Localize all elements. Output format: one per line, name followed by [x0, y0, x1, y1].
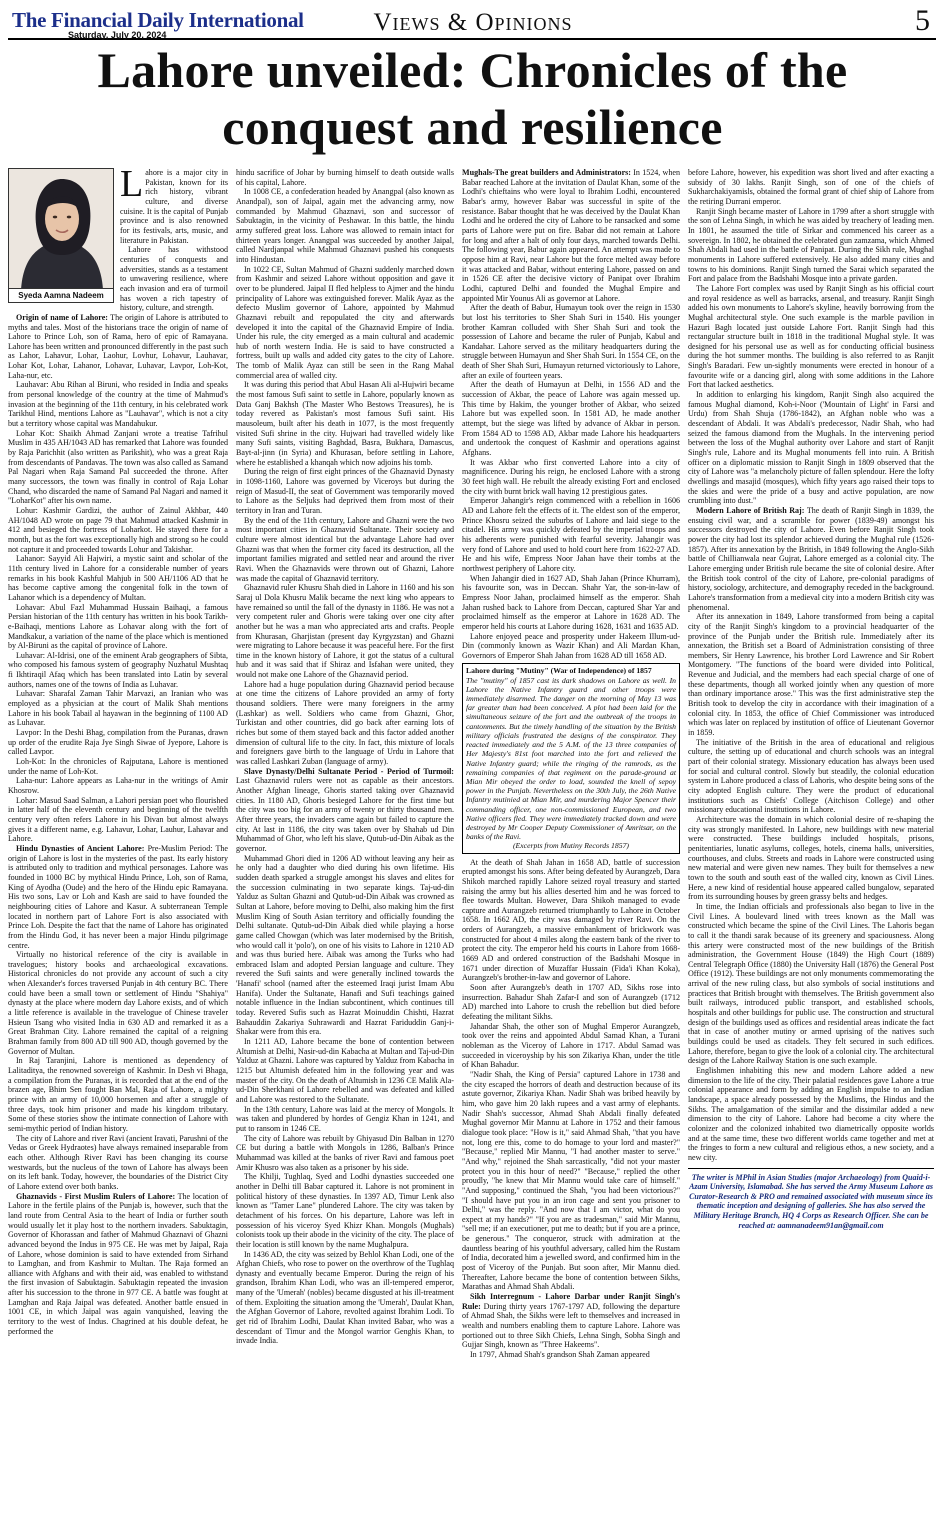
subhead: Slave Dynasty/Delhi Sultanate Period - Period of Turmoil: — [244, 766, 454, 776]
subhead: Mughals-The great builders and Administrators: — [462, 168, 631, 177]
paragraph: The initiative of the British in the area of educational and religious culture, the setting up of educational and church schools was an integral part of their colonial strategy. Missionary education has always been used for social and cultural control. Slowly but steadily, the colonial education system in Lahore produced a class of Lahoris, who despite being sons of the city adopted English culture. They were the product of educational institutions such as Chiefs' College (Aitchison College) and other missionary educational institutions in Lahore. — [688, 737, 934, 815]
paragraph: It was Akbar who first converted Lahore into a city of magnificence. During his reign, he enclosed Lahore with a strong 30 feet high wall. He rebuilt the already existing Fort and enclosed the city with burnt brick wall having 12 prestigious gates. — [462, 457, 680, 496]
paragraph: Lohur: Kashmir Gardizi, the author of Zainul Akhbar, 440 AH/1048 AD wrote on page 79 that Mahmud attacked Kashmir in 412 and besieged the fortress of Loharkot. He stayed there for a month, but as the fort was exceptionally high and strong so he could not capture it and proceeded towards Lohur and Takishar. — [8, 505, 228, 554]
mutiny-box-heading: Lahore during "Mutiny" (War of Independence) of 1857 — [466, 666, 652, 676]
publication-date: Saturday, July 20, 2024 — [68, 30, 167, 40]
paragraph: Lauhavar: Abu Rihan al Biruni, who resided in India and speaks from personal knowledge of the country at the time of Mahmud's invasion at the beginning of the 11th century, in his celebrated work Tarikhul Hind, mentions Lahore as "Lauhavar", which is not a city but a territory whose capital was Mandahukur. — [8, 380, 228, 429]
subhead: Sikh Interregnum - Lahore Darbar under Ranjit Singh's Rule: — [462, 1292, 680, 1311]
paragraph: Lahore enjoyed peace and prosperity under Hakeem Illum-ud-Din (commonly known as Wazir Khan) and Ali Mardan Khan, Governors of Emperor Shah Jahan from 1628 AD till 1658 AD. — [462, 631, 680, 660]
subhead: Ghaznavids - First Muslim Rulers of Lahore: — [16, 1191, 176, 1201]
paragraph: When Jahangir died in 1627 AD, Shah Jahan (Prince Khurram), his favourite son, was in Deccan. Shahr Yar, the son-in-law of Empress Noor Jahan, proclaimed himself as the emperor. Shah Jahan rushed back to Lahore from Deccan, captured Shar Yar and proclaimed himself as the emperor at Lahore in 1628 AD. The emperor held his courts at Lahore during 1628, 1631 and 1635 AD. — [462, 573, 680, 631]
paragraph: Ghaznavid ruler Khusru Shah died in Lahore in 1160 and his son Saraj ul Dola Khusru Malik became the next king who appears to have remained so until the fall of the dynasty in 1186. He was not a very competent ruler and Ghoris were taking over one city after another but he was a man who appreciated arts and crafts. People from Khurasan, Gharjistan (present day Kyrgyzstan) and Ghazni were migrating to Lahore because it was peaceful here. For the first time in the known history of Lahore, it got the status of a cultural hub and it was said that if Shiraz and Isfahan were united, they would not make one Lahore of the Ghaznavid period. — [236, 583, 454, 680]
paragraph: In 1008 CE, a confederation headed by Anangpal (also known as Anandpal), son of Jaipal, again met the advancing army, now commanded by Mahmud Ghaznavi, son and successor of Sabuktagin, in the vicinity of Peshawar. In this battle, the hindu army suffered great loss. Lahore was allowed to remain intact for thirteen years longer. Anangpal was succeeded by another Jaipal, called Nardjanpal while Mahmud Ghaznavi pushed his conquests into Hindustan. — [236, 187, 454, 264]
paragraph: Hindu Dynasties of Ancient Lahore: Pre-Muslim Period: The origin of Lahore is lost in the mysteries of the past. Its early history is attributed only to tradition and mythical personages. Lahore was founded in 1000 BC by mythical Hindu Prince, Loh, son of Rama, King of Ayodha (Oude) and the hero of the Hindu epic Ramayana. His two sons, Lav or Loh and Kash are said to have founded the neighbouring cities of Lahore and Kasur. A subterranean Temple located in northern part of Lahore Fort is also associated with Prince Loh. Despite the fact that the name of Lahore has originated from the Hindu God, it has never been a major Hindu pilgrimage centre. — [8, 843, 228, 950]
paragraph: Ghaznavids - First Muslim Rulers of Lahore: The location of Lahore in the fertile plains of the Punjab is, however, such that the land route from Central Asia to the heart of India or further south would usually let it play host to the northern invaders. Sabuktagin, Governor of Khorassan and father of Mahmud Ghaznavi of Ghazni advanced beyond the Indus in 975 CE. He was met by Jaipal, Raja of Lahore, whose dominion is said to have extended from Sirhand to Lamghan, and from Kashmir to Multan. The Raja formed an alliance with Afghans and with their aid, was enabled to withstand the first invasion of Sabuktagin. Sabuktagin repeated the invasion after his succession to the throne in 977 CE. A battle was fought at Lamghan and Raja Jaipal was defeated. Another battle ensued in 1001 CE, in which Jaipal was again vanquished, leaving the territory to the west of Indus. Chagrined at his double defeat, he performed the — [8, 1191, 228, 1336]
paragraph: In Raj Taranjini, Lahore is mentioned as dependency of Lalitaditya, the renowned sovereign of Kashmir. In Desh vi Bhaga, a compilation from the Puranas, it is recorded that at the end of the brazen age, Bhim Sen fought Ban Mal, Raja of Lahore, a mighty prince with an army of 10,000 horsemen and after a struggle of three days, took him prisoner and made his kingdom tributary. Some of these stories show the intimate connection of Lahore with semi-mythic period of Indian history. — [8, 1056, 228, 1133]
paragraph: It was during this period that Abul Hasan Ali al-Hujwiri became the most famous Sufi saint to settle in Lahore, popularly known as Data Ganj Bakhsh (The Master Who Bestows Treasures), he is today revered as Pakistan's most famous Sufi saint. His mausoleum, built after his death in 1077, is the most frequently visited Sufi shrine in the city. Hujwari had travelled widely like many Sufi saints, visiting Baghdad, Basra, Bukhara, Damascus, Bayt-al-jinn (in Syria) and Khurasan, before settling in Lahore, where he established a khanqah which now adjoins his tomb. — [236, 380, 454, 467]
paragraph: Soon after Aurangzeb's death in 1707 AD, Sikhs rose into insurrection. Bahadur Shah Zafar-I and son of Aurangzeb (1712 AD) marched into Lahore to crush the rebellion but died before defeating the militant Sikhs. — [462, 983, 680, 1022]
paragraph: In addition to enlarging his kingdom, Ranjit Singh also acquired the famous Mughal diamond, Koh-i-Noor ('Mountain of Light' in Farsi and Urdu) from Shah Shuja (1786-1842), an Afghan noble who was a descendant of Abdali. It was Abdali's predecessor, Nadir Shah, who had seized the famous diamond from the Mughals. In the intervening period between the loss of the Mughal authority over Lahore and start of Ranjit Singh's rule, Lahore and its Mughal monuments fell into ruin. A British officer on a diplomatic mission to Ranjit Singh in 1809 observed that the city of Lahore was "a melancholy picture of fallen splendour. Here the lofty dwellings and masajid (mosques), which fifty years ago raised their tops to the skies and were the pride of a busy and active population, are now crumbling into dust." — [688, 390, 934, 506]
section-title: Views & Opinions — [373, 9, 573, 36]
paragraph: Luhavar: Al-Idrisi, one of the eminent Arab geographers of Sibta, who composed his famous system of geography Nuzhatul Mushtaq fi Ikhtiraqil Afaq which has been translated into Latin by several authors, names one of the towns of India as Luhavar. — [8, 650, 228, 689]
paragraph: Lahore has withstood centuries of conquests and adversities, stands as a testament to unwavering resilience, where each invasion and era of turmoil has woven a rich tapestry of history, culture, and strength. — [120, 245, 228, 313]
paragraph: In time, the Indian officials and professionals also began to live in the Civil Lines. A boulevard lined with trees known as the Mall was constructed which became the spine of the Civil Lines. The Lahoris began to call it the thandi sarak because of its greenery and spaciousness. Along this artery were constructed most of the new buildings of the British administration, the Government House (1849) the High Court (1889) Central Telegraph Office (1880) the University Hall (1876) the General Post Office (1912). These buildings are not only monuments commemorating the arrival of the new ruling class, but also symbols of social institutions and practices that British brought with themselves. The British government also built railways, introduced public transport, and established schools, hospitals and other buildings for public use. The construction and structural design of the buildings used as offices and residential areas indicate the fact that in case of another mutiny or armed uprising of the natives such buildings could be used as citadels. They felt secured in such edifices. Lahore, therefore, began to give the look of a colonial city. The architectural design of the Lahore Railway Station is one such example. — [688, 901, 934, 1066]
paragraph: The Khilji, Tughlaq, Syed and Lodhi dynasties succeeded one another in Delhi till Babar captured it. Lahore is not prominent in political history of these dynasties. In 1397 AD, Timur Lenk also known as "Tamer Lane" plundered Lahore. The city was taken by detachment of his forces. On his departure, Lahore was left in possession of his viceroy Syed Khizr Khan. Mongols (Mughals) colonists took up their abode in the vicinity of the city. The place of their location is still known by the name Mughalpura. — [236, 1172, 454, 1249]
paragraph: In the 13th century, Lahore was laid at the mercy of Mongols. It was taken and plundered by hordes of Gengiz Khan in 1241, and put to ransom in 1246 CE. — [236, 1104, 454, 1133]
mutiny-box-source: (Excerpts from Mutiny Records 1857) — [513, 841, 629, 851]
publication-name: The Financial Daily International — [12, 8, 304, 32]
paragraph: Emperor Jahangir's reign commenced with a rebellion in 1606 AD and Lahore felt the effects of it. The eldest son of the emperor, Prince Khosru seized the suburbs of Lahore and laid siege to the citadel. His army was quickly defeated by the imperial troops and his adherents were punished with fearful severity. Jahangir was very fond of Lahore and used to hold court here from 1622-27 AD. He and his wife, Empress Noor Jahan have their tombs at the northwest periphery of Lahore city. — [462, 496, 680, 573]
article-headline: Lahore unveiled: Chronicles of the conquest and resilience — [97, 42, 848, 155]
column-2 — [236, 168, 454, 1513]
drop-cap: L — [120, 168, 144, 205]
paragraph: In 1022 CE, Sultan Mahmud of Ghazni suddenly marched down from Kashmir and seized Lahore without opposition and gave it over to be plundered. Jaipal II fled helpless to Ajmer and the hindu principality of Lahore was extinguished forever. Malik Ayaz as the defecto Muslim governor of Lahore, appointed by Mahmud Ghaznavi rebuilt and repopulated the city and afterwards developed it into the capital of the Ghaznavid Empire of India. Under his rule, the city emerged as a main cultural and academic hub of north western India. He is said to have constructed a fortress, built up walls and added city gates to the city of Lahore. The tomb of Malik Ayaz can still be seen in the Rang Mahal commercial area of walled city. — [236, 264, 454, 380]
author-caption: Syeda Aamna Nadeem — [9, 288, 113, 302]
paragraph: Lavpor: In the Deshi Bhag, compilation from the Puranas, drawn up order of the erudite Raja Jye Singh Siwae of Jyepore, Lahore is called Lavpor. — [8, 728, 228, 757]
column-3 — [462, 168, 680, 1513]
paragraph: After its annexation in 1849, Lahore transformed from being a capital city of the Ranjit Singh's kingdom to a provincial headquarter of the province of the Punjab under the British rule. Immediately after its annexation, the British set a Board of Administration consisting of three members, Sir Henry Lawrence, his brother Lord Lawrence and Sir Robert Montgomery. "The functions of the board were divided into Political, Revenue and Judicial, and the members had each special charge of one of these departments, though all worked jointly when any question of more than ordinary importance arose." This was the first administrative step the British took to develop the city in accordance with their imagination of a colonial city. In 1853, the office of Chief Commissioner was introduced which was later on replaced by institution of office of Lieutenant Governor in 1859. — [688, 612, 934, 738]
column-1 — [8, 168, 228, 1513]
subhead: Hindu Dynasties of Ancient Lahore: — [16, 843, 145, 853]
paragraph: Jahandar Shah, the other son of Mughal Emperor Aurangzeb, took over the reins and appointed Abdul Samad Khan, a Turani nobleman as the Viceroy of Lahore in 1717. Abdul Samad was succeeded in viceroyship by his son Zikariya Khan, under the title of Khan Bahadur. — [462, 1021, 680, 1070]
paragraph: In 1436 AD, the city was seized by Behlol Khan Lodi, one of the Afghan Chiefs, who rose to power on the overthrow of the Tughlaq dynasty and eventually became Emperor. During the reign of his grandson, Ibrahim Khan Lodi, who was an ill-tempered emperor, many of the 'Umerah' (nobles) became disgusted at his ill-treatment of them. Exploiting the situation among the 'Umerah', Daulat Khan, the Afghan Governor of Lahore, revolted against Ibrahim Lodi. To get rid of Ibrahim Lodhi, Daulat Khan invited Babar, who was a descendant of Timur and the Mongol warrior Genghis Khan, to invade India. — [236, 1249, 454, 1346]
author-bio: The writer is MPhil in Asian Studies (major Archaeology) from Quaid-i-Azam University, Islamabad. She has served the Army Museum Lahore as Curator-Research & PRO and remained associated with museum since its thematic inception and designing of galleries. She has also served the Military Heritage Branch, HQ 4 Corps as Research Officer. She can be reached at: aamnanadeem91an@gmail.com — [688, 1168, 934, 1231]
paragraph: In 1211 AD, Lahore became the bone of contention between Altumish at Delhi, Nasir-ud-din Kabacha at Multan and Taj-ud-Din Yalduz at Ghazni. Lahore was captured by Yalduz from Kabacha in 1215 but Altumish defeated him in the following year and was master of the city. On the death of Altumish in 1236 CE Malik Ala-ud-Din Sherkhani of Lahore rebelled and was defeated and killed and Lahore was restored to the Sultanate. — [236, 1037, 454, 1104]
paragraph: Lahore had a huge population during Ghaznavid period because at one time the citizens of Lahore provided an army of forty thousand soldiers. There were many foreigners in the army (Lashkar) as well. Soldiers who came from Ghazni, Ghor, Turkistan and other countries, did go back after earning lots of riches but some of them stayed back and this factor added another dimension of cultural life to the city. In fact, this mixture of locals and foreigners gave birth to the language of Urdu in Lahore that was called Lashkari Zuban (language of army). — [236, 679, 454, 767]
paragraph: In 1797, Ahmad Shah's grandson Shah Zaman appeared — [470, 1350, 650, 1359]
subhead: Origin of name of Lahore: — [16, 312, 108, 322]
subhead: Modern Lahore of British Raj: — [696, 505, 805, 515]
mutiny-box — [462, 663, 680, 853]
paragraph: Virtually no historical reference of the city is available in travelogues; history books and archaeological excavations. Historical chronicles do not provide any account of such a city when Alexander's forces traversed Punjab in 4th century BC. There could have been a small town or settlement of Hindu "Shahiya" dynasty at the place where modern day Lahore exists, and of which a little reference is available in the travelogue of Chinese traveler Hsieun Tsang who visited India in 630 AD and remarked it as a Great Brahman City. Lahore remained the capital of a reigning Brahman family from 800 AD till 900 AD, though governed by the Governor of Multan. — [8, 950, 228, 1056]
paragraph: The city of Lahore and river Ravi (ancient Iravati, Parushni of the Vedas or Greek Hydraotes) have always remained inseparable from each other. Although River Ravi has been changing its course westwards, but the nucleus of the town of Lahore has always been on its left bank. Today, however, the boundaries of the District City of Lahore extend over both banks. — [8, 1133, 228, 1191]
paragraph: Origin of name of Lahore: The origin of Lahore is attributed to myths and tales. Most of the historians trace the origin of name of Lahore to Prince Loh, son of Rama, hero of epic of Ramayana. Lahore has been written and pronounced differently in the past such as Lahor, Lahavur, Lohar, Laohur, Lovhur, Lohavur, Lauhavar, Lohar Kot, Lohar, Lahanor, Lohavar, Luhavar, Lavpor, Loh-Kot, Laha-nur, etc. — [8, 312, 228, 380]
paragraph: hindu sacrifice of Johar by burning himself to death outside walls of his capital, Lahore. — [236, 168, 454, 187]
page-number: 5 — [915, 4, 930, 37]
paragraph: Sikh Interregnum - Lahore Darbar under Ranjit Singh's Rule: During thirty years 1767-1797 AD, following the departure of Ahmad Shah, the Sikhs were left to themselves and increased in wealth and numbers enabling them to capture Lahore. Lahore was portioned out to three Sikh Chiefs, Lehna Singh, Sobha Singh and Gujjar Singh, known as "Three Hakeems". — [462, 1292, 680, 1350]
paragraph: Lohavar: Abul Fazl Muhammad Hussain Baihaqi, a famous Persian historian of the 11th century has written in his book Tarikh-e-Baihaqi, mentions Lahore as Lohavar along with the fort of Mandkakur, a variation of the name of the place which is mentioned by Al-Biruni as the capital of province of Lahore. — [8, 602, 228, 651]
paragraph: Ranjit Singh became master of Lahore in 1799 after a short struggle with the son of Lehna Singh, in which he was aided by treachery of leading men. In 1801, he assumed the title of Sirkar and commenced his career as a sovereign. In 1802, he obtained the celebrated gun zamzama, which Ahmed Shah Abdali had used in the battle of Panipat. During the Sikh rule, Mughal monuments in Lahore suffered extensively. He also added many cities and towns to his dominions. Ranjit Singh turned the Sarai which separated the Fort and palace from the Badshahi Mosque into a private garden. — [688, 206, 934, 284]
paragraph: At the death of Shah Jahan in 1658 AD, battle of succession erupted amongst his sons. After being defeated by Aurangzeb, Dara Shikoh marched rapidly Lahore seized royal treasury and started raising the army but his allies deserted him and he was forced to flee towards Multan. However, Dara Shikoh managed to evade capture and Aurangzeb returned triumphantly to Lahore in October 1658. In 1662 AD, the city was damaged by river Ravi. On the orders of Aurangzeb, a massive embankment of brickwork was constructed for about 4 miles along the eastern bank of the river to protect the city. The emperor held his courts in Lahore from 1668-1669 AD and ordered construction of the Badshahi Mosque in 1671 under direction of Muzaffar Hussain (Fida'i Khan Koka), Aurangzeb's brother-in-law and governor of Lahore. — [462, 857, 680, 983]
paragraph: Englishmen inhabiting this new and modern Lahore added a new dimension to the life of the city. Their palatial residences gave Lahore a true colonial appearance and form by adding an English impulse to an Indian landscape, a space already possessed by the Muslims, the Hindus and the Sikhs. The amalgamation of the similar and the dissimilar added a new dimension to the city of Lahore. Lahore had become a city where the colonizer and the colonized inhabited two diametrically opposite worlds and at the same time, these two different worlds came together and met at the fringes to form a new cultural and religious ethos, a new society, and a new city. — [688, 1066, 934, 1162]
paragraph: Lohar Kot: Shaikh Ahmad Zanjani wrote a treatise Tafrihul Muslim in 435 AH/1043 AD has remarked that Lahore was founded by Raja Parichhit (also written as Parikshit), who was a great Raja from descendants of Pandavas. The town was also called as Samand Pal Nagari when Raja Samand Pal succeeded the throne. After many successors, the town was finally in control of Raja Lohar Chand, who discarded the name of Samand Pal Nagari and named it "LoharKot" after his own name. — [8, 428, 228, 506]
mutiny-box-text: The "mutiny" of 1857 cast its dark shadows on Lahore as well. In Lahore the Native Infantry guard and other troops were immediately disarmed. The danger on the morning of May 13 was far greater than had been conceived. A plot had been laid for the simultaneous seizure of the fort and the outbreak of the troops in cantonments. But the timely handling of the situation by the British military officials frustrated the designs of the conspirator. They reacted immediately and the 5 A.M. of the 13 three companies of Her Majesty's 81st foot marched into the fort and relieved the Native Infantry guard; while the ringing of the ramrods, as the remaining companies of that regiment on the parade-ground at Mian Mir obeyed the order to load, sounded the knell of sepoy power in the Punjab. Nevertheless on the 30th July, the 26th Native Infantry mutinied at Mian Mir, and murdering Major Spencer their commanding officer, one non-commissioned European, and two Native officers fled. They were immediately tracked down and were destroyed by Mr Cooper Deputy Commissioner of Amritsar, on the banks of the Ravi. — [466, 675, 676, 842]
paragraph: "Nadir Shah, the King of Persia" captured Lahore in 1738 and the city escaped the horrors of death and destruction because of its astute governor, Zikariya Khan. Nadir Shah was bribed heavily by him, who gave him 20 lakh rupees and a vast army of elephants. Nadir Shah's successor, Ahmad Shah Abdali finally defeated Mughal governor Mir Mannu at Lahore in 1752 and their famous dialogue took place: "How is it," said Ahmad Shah, "that you have not, long ere this, come to do homage to your lord and master?" "Because," replied Mir Mannu, "I had another master to serve." "And why," rejoined the Shah sarcastically, "did not your master protect you in this hour of need?" "Because," replied the other proudly, "he knew that Mir Mannu would take care of himself." "And supposing," continued the Shah, "you had been victorious?" "I should have put you in an iron cage and sent you prisoner to Delhi," was the reply. "And now that I am victor, what do you expect at my hands?" "If you are as tradesman," said Mir Mannu, "sell me; if an executioner, put me to death; but if you are a prince, be generous." The conqueror, struck with admiration at the dauntless bearing of his youthful adversary, called him the Rustam of India, decorated him a jewelled sword, and confirmed him in the post of Viceroy of the Punjab. But soon after, Mir Mannu died. Thereafter, Lahore became the bone of contention between Sikhs, Marathas and Ahmad Shah Abdali. — [462, 1069, 680, 1292]
masthead — [8, 4, 936, 40]
paragraph: Slave Dynasty/Delhi Sultanate Period - Period of Turmoil: Last Ghaznavid rulers were not as capable as their ancestors. Another Afghan lineage, Ghoris started taking over Ghaznavid cities. In 1180 AD, Ghoris besieged Lahore for the first time but the city was too big for an army of twenty or thirty thousand men. After three years, the invaders came again but failed to capture the city. At last in 1186, the city was taken over by Shahab ud Din Muhammad of Ghor, who left his slave, Qutub-ud-Din Aibak as the governor. — [236, 766, 454, 853]
author-photo — [8, 168, 114, 303]
paragraph: The Lahore Fort complex was used by Ranjit Singh as his official court and royal residence as well as barracks, arsenal, and treasury. Ranjit Singh added his own monuments to Lahore's skyline, heavily borrowing from the Mughal architectural style. One such example is the marble pavilion in Hazuri Bagh located just outside Lahore Fort. Ranjit Singh had this rectangular structure built in 1818 in the traditional Mughal style. It was designed for his personal use as well as for conducting official business during the hot summer months. The building is also referred to as Ranjit Singh's Baradari. Few un-sightly monuments were erected in honour of a favourite wife or a dancing girl, along with some additions in the Lahore Fort that lacked aesthetics. — [688, 283, 934, 390]
paragraph: Luhavar: Sharafal Zaman Tahir Marvazi, an Iranian who was employed as a physician at the court of Malik Shah mentions Lahore in his book Tabail al hayawan in the beginning of 1100 AD as Luhavar. — [8, 689, 228, 728]
paragraph: Loh-Kot: In the chronicles of Rajputana, Lahore is mentioned under the name of Loh-Kot. — [8, 757, 228, 776]
paragraph: After the death of Humayun at Delhi, in 1556 AD and the succession of Akbar, the peace of Lahore was again messed up. This time by Hakim, the younger brother of Akbar, who seized Lahore but was expelled soon. In 1581 AD, he made another attempt, but the siege was lifted by advance of Akbar in person. From 1584 AD to 1598 AD, Akbar made Lahore his headquarters and undertook the conquest of Kashmir and operations against Afghans. — [462, 380, 680, 458]
paragraph: The city of Lahore was rebuilt by Ghiyasud Din Balban in 1270 CE but during a battle with Mongols in 1286, Balban's Prince Muhammad was killed at the banks of river Ravi and famous poet Amir Khusro was also taken as a prisoner by his side. — [236, 1133, 454, 1172]
paragraph: After the death of Babur, Humayun took over the reign in 1530 but lost his territories to Sher Shah Suri in 1540. His younger brother Kamran colluded with Sher Shah Suri and took the possession of Lahore and became the ruler of Punjab, Kabul and Kandahar. Lahore served as the military headquarters during the struggle between Humayun and Sher Shah Suri. In 1554 CE, on the death of Sher Shah Suri, Humayun returned victoriously to Lahore, after an exile of fourteen years. — [462, 303, 680, 380]
paragraph: Muhammad Ghori died in 1206 AD without leaving any heir as he only had a daughter who died during his own lifetime. His sudden death sparked a struggle amongst his slaves and elites for the succession culminating in two separate kings. Taj-ud-din Yalduz as Sultan Ghazni and Qutub-ud-Din Aibak was crowned as Sultan at Lahore, before moving to Delhi, also making him the first Muslim King of South Asian territory and officially founding the Delhi sultanate. Qutub-ud-Din Aibak died while playing a horse game called Chowgan (which was later modernised by the British, who would call it 'polo'), on one of his visits to Lahore in 1210 AD and was thus buried here. Aibak was among the Turks who had embraced Islam and adopted Persian language and culture. They revered the Sufi saints and were generally inclined towards the 'Hanafi' school (named after the esteemed Iraqi jurist Imam Abu Hanifa). Under the Sultanate, Hanafi and Sufi teachings gained notable influence in the Indian subcontinent, which continues till today. Revered Sufis such as Hazrat Moinuddin Chishti, Hazrat Bahauddin Zakariya Suhrawardi and Hazrat Fariduddin Ganj-i-Shakar were from this era. — [236, 853, 454, 1037]
paragraph: During the reign of first eight princes of the Ghaznavid Dynasty in 1098-1160, Lahore was governed by Viceroys but during the reign of Masud-II, the seat of Government was temporarily moved to Lahore as the Seljuks had deprived them from most of their territory in Iran and Turan. — [236, 467, 454, 515]
intro-text: ahore is a major city in Pakistan, known for its rich history, vibrant culture, and diverse cuisine. It is the capital of Punjab province and is also renowned for its festivals, arts, music, and literature in Pakistan. — [120, 168, 228, 245]
paragraph: By the end of the 11th century, Lahore and Ghazni were the two most important cities in Ghaznavid Sultanate. Their society and culture were almost identical but the advantage Lahore had over Ghazni was that when the former city faced its destruction, all the important families migrated and settled near and around the river Ravi. When the Ghaznavids were thrown out of Ghazni, Lahore was made the capital of Ghaznavid territory. — [236, 515, 454, 583]
paragraph: Laha-nur: Lahore appears as Laha-nur in the writings of Amir Khosrow. — [8, 776, 228, 795]
column-4 — [688, 168, 934, 1513]
paragraph: Lohar: Masud Saad Salman, a Lahori persian poet who flourished in latter half of the eleventh century and beginning of the twelfth century very often refers Lahore in his Divan but almost always gives it a different name, e.g. Lahavur, Lohar, Lauhur, Lahavar and Lahore. — [8, 795, 228, 844]
paragraph: before Lahore, however, his expedition was short lived and after exacting a subsidy of 30 lakhs. Ranjit Singh, son of one of the chiefs of Sukharchakiyamisls, obtained the formal grant of chief ship of Lahore from the retiring Durrani emperor. — [688, 168, 934, 206]
paragraph: Mughals-The great builders and Administrators: In 1524, when Babar reached Lahore at the invitation of Daulat Khan, some of the Lodhi's chieftains who were loyal to Ibrahim Lodhi, encountered Babar's army, however Babar was successful in spite of the resistance. Babar thought that he was deceived by the Daulat Khan Lodhi and he ordered the city of Lahore to be ransacked and some parts of Lahore were put on fire. Babar did not remain at Lahore for long and after a halt of only four days, marched towards Delhi. The following year, Babur again appeared. An attempt was made to oppose him at Ravi, near Lahore but the force melted away before it was attacked and Babar, without entering Lahore, passed on and in 1526 CE after the decisive victory of Panipat over Ibrahim Lodhi, captured Delhi and founded the Mughal Empire and appointed Mir Younus Ali as governor at Lahore. — [462, 168, 680, 303]
paragraph: Lahanor: Sayyid Ali Hajwiri, a mystic saint and scholar of the 11th century lived in Lahore for a considerable number of years remarks in his book Kashful Mahjub in 500 AH/1106 AD that he has become captive among the congenital folk in the town of Lahanor which is a dependency of Multan. — [8, 554, 228, 602]
paragraph: Architecture was the domain in which colonial desire of re-shaping the city was strongly manifested. In Lahore, new buildings with new material were constructed. These buildings included hospitals, prisons, penitentiaries, lunatic asylums, colleges, hotels, cinema halls, universities, courthouses, and clubs. Streets and roads in Lahore were constructed using new material and were given new names. They built for themselves a new town to the south and south east of the walled city, known as Civil Lines. Here, a new kind of residential house appeared called bungalow, separated from its surrounding houses by green grassy belts and hedges. — [688, 814, 934, 902]
author-portrait-icon — [9, 169, 114, 290]
paragraph: Modern Lahore of British Raj: The death of Ranjit Singh in 1839, the ensuing civil war, and a scramble for power (1839-49) amongst his successors destroyed the city of Lahore. Even before Ranjit Singh took power the city had lost its splendor achieved during the Mughal rule (1526-1857). After its annexation by the British, in 1849 following the Anglo-Sikh battle of Chillianwala near Gujrat, Lahore emerged as a colonial city. The Lahore emerging under British rule became the site of colonial desire. After the British took control of the city of Lahore, pre-colonial paradigms of history, sociology, architecture, and demography receded in the background. Lahore's transformation from a medieval city into a modern British city was phenomenal. — [688, 505, 934, 612]
